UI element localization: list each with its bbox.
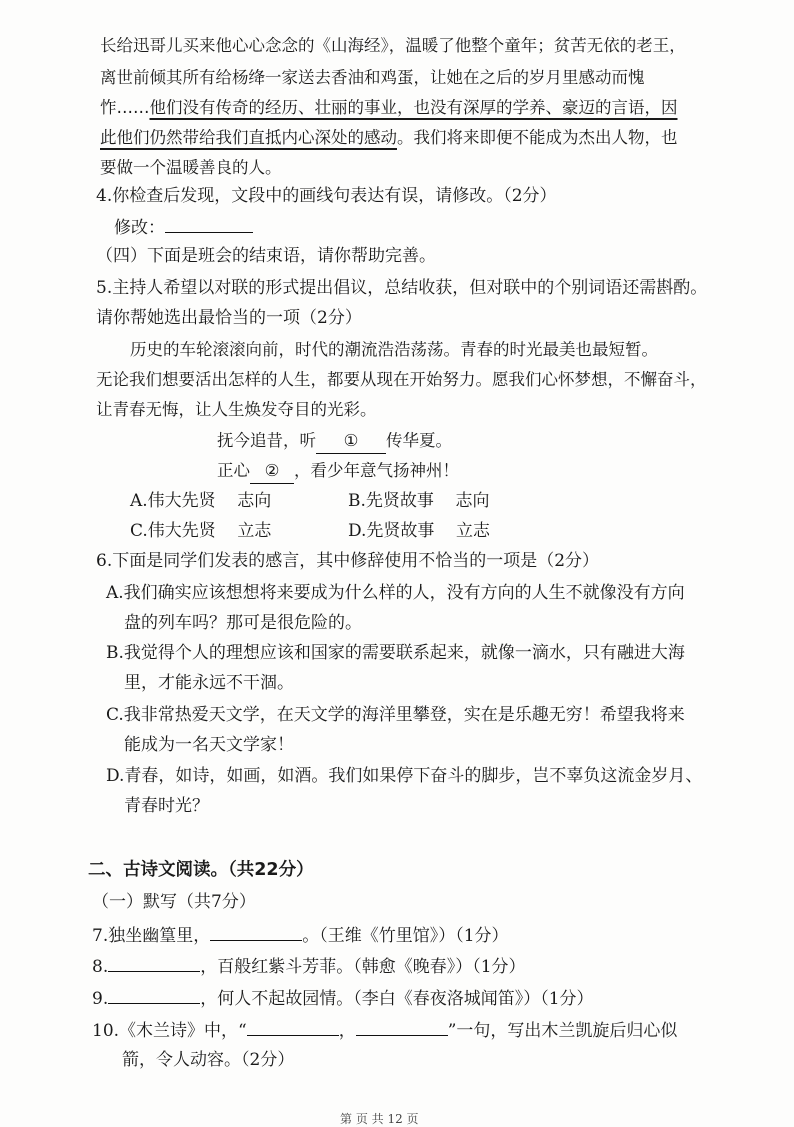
option-b[interactable]: B.先贤故事 志向 (348, 491, 490, 511)
question-8 (92, 953, 526, 979)
q9-blank[interactable] (108, 985, 200, 1004)
blank-1[interactable]: ① (316, 429, 386, 454)
q5-paragraph: 让青春无悔，让人生焕发夺目的光彩。 (96, 400, 377, 419)
answer-label: 修改： (114, 218, 165, 238)
question-4: 4.你检查后发现，文段中的画线句表达有误，请修改。（2分） (96, 186, 557, 206)
q6-option-d-cont: 青春时光？ (124, 796, 209, 816)
section-2-heading: 二、古诗文阅读。（共22分） (88, 860, 314, 880)
part-4-heading: （四）下面是班会的结束语，请你帮助完善。 (96, 246, 436, 266)
q10-blank-2[interactable] (356, 1017, 448, 1036)
couplet-text: ，看少年意气扬神州！ (294, 461, 459, 480)
q5-paragraph: 无论我们想要活出怎样的人生，都要从现在开始努力。愿我们心怀梦想，不懈奋斗， (96, 370, 707, 389)
q10-blank-1[interactable] (247, 1017, 339, 1036)
passage-text: 怍…… (100, 98, 150, 117)
blank-2[interactable]: ② (250, 459, 294, 484)
q10-text-end: ”一句，写出木兰凯旋后归心似 (447, 1021, 678, 1041)
passage-text: 。我们将来即便不能成为杰出人物，也 (397, 128, 678, 147)
q6-option-a-cont: 盘的列车吗？那可是很危险的。 (124, 613, 362, 633)
q9-text: ，何人不起故园情。（李白《春夜洛城闻笛》）（1分） (200, 989, 594, 1009)
q6-option-c-cont: 能成为一名天文学家！ (124, 735, 294, 755)
question-5: 5.主持人希望以对联的形式提出倡议，总结收获，但对联中的个别词语还需斟酌。 (96, 278, 708, 298)
q8-blank[interactable] (108, 953, 200, 972)
passage-line (100, 96, 678, 120)
q10-comma: ， (338, 1021, 356, 1041)
q9-number: 9. (92, 989, 109, 1009)
question-6: 6.下面是同学们发表的感言，其中修辞使用不恰当的一项是（2分） (96, 551, 600, 571)
question-10 (92, 1017, 677, 1043)
page-footer: 第 页 共 12 页 (340, 1112, 419, 1126)
passage-line (100, 126, 678, 150)
passage-line: 要做一个温暖善良的人。 (100, 158, 282, 177)
subsection-heading: （一）默写（共7分） (92, 892, 256, 912)
q7-source: 。（王维《竹里馆》）（1分） (302, 926, 509, 946)
option-a[interactable]: A.伟大先贤 志向 (130, 491, 272, 511)
option-c[interactable]: C.伟大先贤 立志 (130, 521, 272, 541)
q6-option-b-cont: 里，才能永远不干涸。 (124, 673, 294, 693)
couplet-line-2 (217, 459, 459, 484)
q6-option-d[interactable]: D.青春，如诗，如画，如酒。我们如果停下奋斗的脚步，岂不辜负这流金岁月、 (106, 766, 703, 786)
q7-blank[interactable] (210, 922, 302, 941)
q6-option-a[interactable]: A.我们确实应该想想将来要成为什么样的人，没有方向的人生不就像没有方向 (106, 583, 685, 603)
q6-option-b[interactable]: B.我觉得个人的理想应该和国家的需要联系起来，就像一滴水，只有融进大海 (106, 643, 685, 663)
underlined-sentence: 他们没有传奇的经历、壮丽的事业，也没有深厚的学养、豪迈的言语，因 (149, 98, 678, 117)
q4-answer (114, 214, 253, 240)
question-5-cont: 请你帮她选出最恰当的一项（2分） (96, 308, 362, 328)
question-9 (92, 985, 594, 1011)
couplet-text: 传华夏。 (386, 431, 452, 450)
option-d[interactable]: D.先贤故事 立志 (348, 521, 491, 541)
q7-text: 7.独坐幽篁里， (92, 926, 211, 946)
underlined-sentence: 此他们仍然带给我们直抵内心深处的感动 (100, 128, 397, 147)
couplet-text: 正心 (217, 461, 250, 480)
q10-text: 10.《木兰诗》中，“ (92, 1021, 247, 1041)
q8-number: 8. (92, 957, 109, 977)
q6-option-c[interactable]: C.我非常热爱天文学，在天文学的海洋里攀登，实在是乐趣无穷！希望我将来 (106, 705, 685, 725)
couplet-line-1 (217, 429, 452, 454)
passage-line: 长给迅哥儿买来他心心念念的《山海经》，温暖了他整个童年；贫苦无依的老王， (100, 36, 686, 55)
passage-line: 离世前倾其所有给杨绛一家送去香油和鸡蛋，让她在之后的岁月里感动而愧 (100, 68, 645, 87)
q5-paragraph: 历史的车轮滚滚向前，时代的潮流浩浩荡荡。青春的时光最美也最短暂。 (130, 340, 658, 359)
couplet-text: 抚今追昔，听 (217, 431, 316, 450)
q8-text: ，百般红紫斗芳菲。（韩愈《晚春》）（1分） (200, 957, 526, 977)
answer-blank[interactable] (165, 214, 253, 233)
question-7 (92, 922, 509, 948)
question-10-cont: 箭，令人动容。（2分） (122, 1050, 295, 1070)
